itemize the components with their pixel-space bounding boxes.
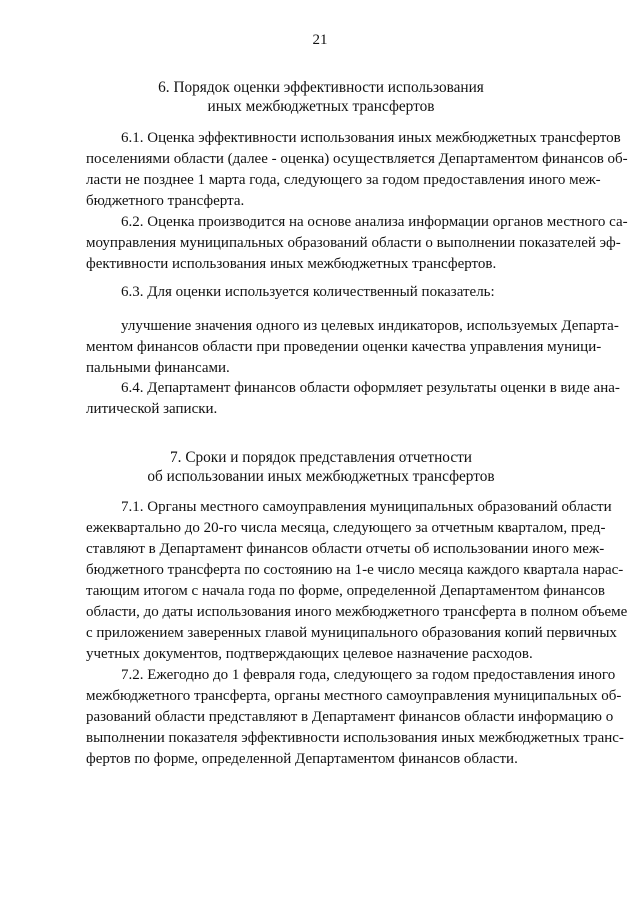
text-line: 6.4. Департамент финансов области оформляет результаты оценки в виде ана- [121,380,620,396]
paragraph-7-1 [86,497,628,665]
text-line: области, до даты использования иного межбюджетного трансферта в полном объеме [86,604,628,620]
text-line: учетных документов, подтверждающих целевое назначение расходов. [86,646,533,662]
section-7-heading [86,448,556,486]
text-line: тающим итогом с начала года по форме, определенной Департаментом финансов [86,583,605,599]
text-line: ежеквартально до 20-го числа месяца, следующего за отчетным кварталом, пред- [86,520,606,536]
text-line: разований области представляют в Департамент финансов области информацию о [86,709,614,725]
section-7-heading-line: об использовании иных межбюджетных трансфертов [147,468,495,485]
text-line: ласти не позднее 1 марта года, следующего за годом предоставления иного меж- [86,172,601,188]
paragraph-6-2 [86,212,628,275]
text-line: ставляют в Департамент финансов области отчеты об использовании иного меж- [86,541,605,557]
text-line: поселениями области (далее - оценка) осуществляется Департаментом финансов об- [86,151,628,167]
text-line: с приложением заверенных главой муниципального образования копий первичных [86,625,617,641]
text-line: 6.3. Для оценки используется количественный показатель: [121,284,495,300]
section-6-heading-line: иных межбюджетных трансфертов [207,98,435,115]
text-line: фективности использования иных межбюджетных трансфертов. [86,256,497,272]
paragraph-indicator [86,316,619,379]
paragraph-7-2 [86,665,624,770]
paragraph-6-1-lines [86,128,628,212]
text-line: 6.1. Оценка эффективности использования иных межбюджетных трансфертов [121,130,621,146]
text-line: улучшение значения одного из целевых индикаторов, используемых Департа- [121,318,619,334]
text-line: ментом финансов области при проведении оценки качества управления муници- [86,339,602,355]
section-6-heading-line: 6. Порядок оценки эффективности использования [158,79,484,96]
paragraph-6-4 [86,378,620,420]
text-line: литической записки. [86,401,218,417]
text-line: межбюджетного трансферта, органы местного самоуправления муниципальных об- [86,688,622,704]
text-line: пальными финансами. [86,360,230,376]
text-line: бюджетного трансферта. [86,193,245,209]
text-line: моуправления муниципальных образований области о выполнении показателей эф- [86,235,621,251]
page-number: 21 [312,32,328,48]
section-6-heading [86,78,556,116]
text-line: 6.2. Оценка производится на основе анализа информации органов местного са- [121,214,628,230]
text-line: 7.2. Ежегодно до 1 февраля года, следующего за годом предоставления иного [121,667,616,683]
paragraph-6-3 [86,282,556,303]
text-line: фертов по форме, определенной Департаментом финансов области. [86,751,518,767]
section-7-heading-line: 7. Сроки и порядок представления отчетности [170,449,472,466]
text-line: 7.1. Органы местного самоуправления муниципальных образований области [121,499,612,515]
text-line: бюджетного трансферта по состоянию на 1-е число месяца каждого квартала нарас- [86,562,624,578]
text-line: выполнении показателя эффективности использования иных межбюджетных транс- [86,730,624,746]
